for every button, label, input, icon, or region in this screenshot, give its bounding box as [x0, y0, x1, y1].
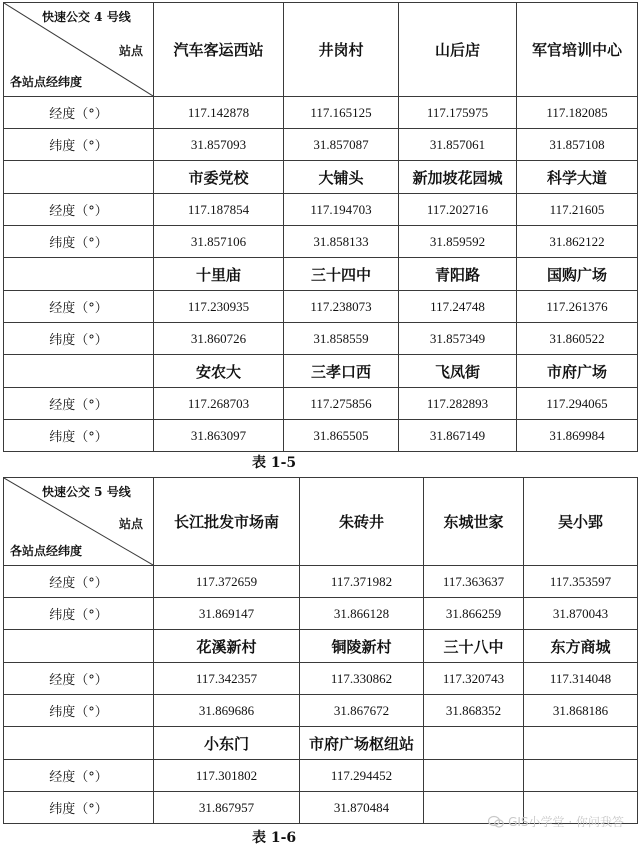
watermark-text: GIS小学堂 · 你问我答 [508, 815, 624, 829]
latitude-value: 31.860522 [517, 323, 638, 355]
station-row [4, 3, 638, 97]
station-name: 汽车客运西站 [154, 3, 284, 97]
header-station-label: 站点 [118, 44, 143, 58]
longitude-value: 117.294452 [300, 760, 424, 792]
station-row [4, 630, 638, 663]
station-name: 小东门 [154, 727, 300, 760]
latitude-value: 31.869147 [154, 598, 300, 630]
station-row [4, 161, 638, 194]
longitude-value: 117.194703 [284, 194, 399, 226]
longitude-label: 经度（°） [4, 97, 154, 129]
header-corner-cell [4, 3, 154, 97]
station-name: 东方商城 [524, 630, 638, 663]
latitude-row [4, 323, 638, 355]
longitude-value: 117.320743 [424, 663, 524, 695]
longitude-value: 117.24748 [399, 291, 517, 323]
header-coords-label: 各站点经纬度 [10, 75, 83, 89]
longitude-label: 经度（°） [4, 760, 154, 792]
header-station-label: 站点 [118, 517, 143, 531]
latitude-value: 31.868352 [424, 695, 524, 727]
longitude-value: 117.363637 [424, 566, 524, 598]
longitude-label: 经度（°） [4, 291, 154, 323]
station-name: 三十四中 [284, 258, 399, 291]
longitude-value: 117.142878 [154, 97, 284, 129]
station-name: 安农大 [154, 355, 284, 388]
empty-cell [4, 161, 154, 194]
station-name: 青阳路 [399, 258, 517, 291]
latitude-value: 31.869686 [154, 695, 300, 727]
longitude-row [4, 566, 638, 598]
latitude-label: 纬度（°） [4, 695, 154, 727]
longitude-value: 117.187854 [154, 194, 284, 226]
longitude-value: 117.261376 [517, 291, 638, 323]
latitude-value: 31.857106 [154, 226, 284, 258]
latitude-value: 31.858133 [284, 226, 399, 258]
latitude-value: 31.857061 [399, 129, 517, 161]
latitude-value: 31.870484 [300, 792, 424, 824]
latitude-value: 31.870043 [524, 598, 638, 630]
latitude-value: 31.860726 [154, 323, 284, 355]
latitude-value: 31.869984 [517, 420, 638, 452]
longitude-value: 117.21605 [517, 194, 638, 226]
station-name: 朱砖井 [300, 478, 424, 566]
longitude-row [4, 760, 638, 792]
latitude-value: 31.866259 [424, 598, 524, 630]
latitude-row [4, 420, 638, 452]
chat-bubble-icon [488, 815, 504, 829]
latitude-label: 纬度（°） [4, 323, 154, 355]
empty-cell [4, 727, 154, 760]
longitude-value: 117.275856 [284, 388, 399, 420]
latitude-value: 31.857108 [517, 129, 638, 161]
station-name: 市委党校 [154, 161, 284, 194]
longitude-value: 117.372659 [154, 566, 300, 598]
station-name: 科学大道 [517, 161, 638, 194]
longitude-row [4, 388, 638, 420]
station-name: 花溪新村 [154, 630, 300, 663]
station-row [4, 355, 638, 388]
station-name: 军官培训中心 [517, 3, 638, 97]
header-line-label: 快速公交 4 号线 [42, 10, 131, 24]
table-body [4, 3, 638, 452]
longitude-value: 117.202716 [399, 194, 517, 226]
latitude-row [4, 129, 638, 161]
latitude-value: 31.857349 [399, 323, 517, 355]
station-name: 市府广场枢纽站 [300, 727, 424, 760]
station-name: 三孝口西 [284, 355, 399, 388]
longitude-value: 117.165125 [284, 97, 399, 129]
latitude-row [4, 598, 638, 630]
longitude-value: 117.175975 [399, 97, 517, 129]
latitude-value: 31.867149 [399, 420, 517, 452]
latitude-value: 31.857093 [154, 129, 284, 161]
longitude-label: 经度（°） [4, 388, 154, 420]
station-name: 长江批发市场南 [154, 478, 300, 566]
table-body [4, 478, 638, 824]
longitude-value: 117.330862 [300, 663, 424, 695]
latitude-row [4, 226, 638, 258]
longitude-value: 117.294065 [517, 388, 638, 420]
station-name: 新加坡花园城 [399, 161, 517, 194]
longitude-value: 117.230935 [154, 291, 284, 323]
station-name: 国购广场 [517, 258, 638, 291]
bus-line-5-table [3, 477, 638, 824]
latitude-label: 纬度（°） [4, 598, 154, 630]
latitude-row [4, 695, 638, 727]
empty-cell [4, 355, 154, 388]
latitude-value: 31.867672 [300, 695, 424, 727]
longitude-value: 117.301802 [154, 760, 300, 792]
longitude-row [4, 194, 638, 226]
latitude-label: 纬度（°） [4, 420, 154, 452]
header-coords-label: 各站点经纬度 [10, 544, 83, 558]
station-name: 井岗村 [284, 3, 399, 97]
empty-cell [4, 258, 154, 291]
longitude-row [4, 291, 638, 323]
latitude-value: 31.865505 [284, 420, 399, 452]
station-name [424, 727, 524, 760]
longitude-value: 117.371982 [300, 566, 424, 598]
longitude-label: 经度（°） [4, 194, 154, 226]
station-row [4, 727, 638, 760]
latitude-label: 纬度（°） [4, 226, 154, 258]
longitude-value: 117.282893 [399, 388, 517, 420]
latitude-value: 31.867957 [154, 792, 300, 824]
latitude-label: 纬度（°） [4, 792, 154, 824]
empty-cell [4, 630, 154, 663]
longitude-value: 117.238073 [284, 291, 399, 323]
table-caption-1-6: 表 1-6 [252, 830, 297, 846]
watermark [488, 813, 624, 830]
header-line-label: 快速公交 5 号线 [42, 485, 131, 499]
longitude-value [524, 760, 638, 792]
latitude-value: 31.858559 [284, 323, 399, 355]
station-name: 市府广场 [517, 355, 638, 388]
station-row [4, 258, 638, 291]
station-name: 三十八中 [424, 630, 524, 663]
station-name: 山后店 [399, 3, 517, 97]
station-name [524, 727, 638, 760]
longitude-row [4, 663, 638, 695]
station-name: 东城世家 [424, 478, 524, 566]
station-name: 十里庙 [154, 258, 284, 291]
latitude-value: 31.868186 [524, 695, 638, 727]
longitude-value: 117.342357 [154, 663, 300, 695]
latitude-value: 31.857087 [284, 129, 399, 161]
latitude-value: 31.866128 [300, 598, 424, 630]
station-row [4, 478, 638, 566]
longitude-value: 117.182085 [517, 97, 638, 129]
station-name: 铜陵新村 [300, 630, 424, 663]
latitude-value: 31.859592 [399, 226, 517, 258]
longitude-value [424, 760, 524, 792]
longitude-label: 经度（°） [4, 566, 154, 598]
latitude-label: 纬度（°） [4, 129, 154, 161]
longitude-value: 117.353597 [524, 566, 638, 598]
longitude-row [4, 97, 638, 129]
longitude-value: 117.268703 [154, 388, 284, 420]
bus-line-4-table [3, 2, 638, 452]
station-name: 飞凤街 [399, 355, 517, 388]
station-name: 大铺头 [284, 161, 399, 194]
longitude-value: 117.314048 [524, 663, 638, 695]
longitude-label: 经度（°） [4, 663, 154, 695]
station-name: 吴小郢 [524, 478, 638, 566]
latitude-value: 31.862122 [517, 226, 638, 258]
header-corner-cell [4, 478, 154, 566]
table-caption-1-5: 表 1-5 [252, 455, 297, 471]
latitude-value: 31.863097 [154, 420, 284, 452]
